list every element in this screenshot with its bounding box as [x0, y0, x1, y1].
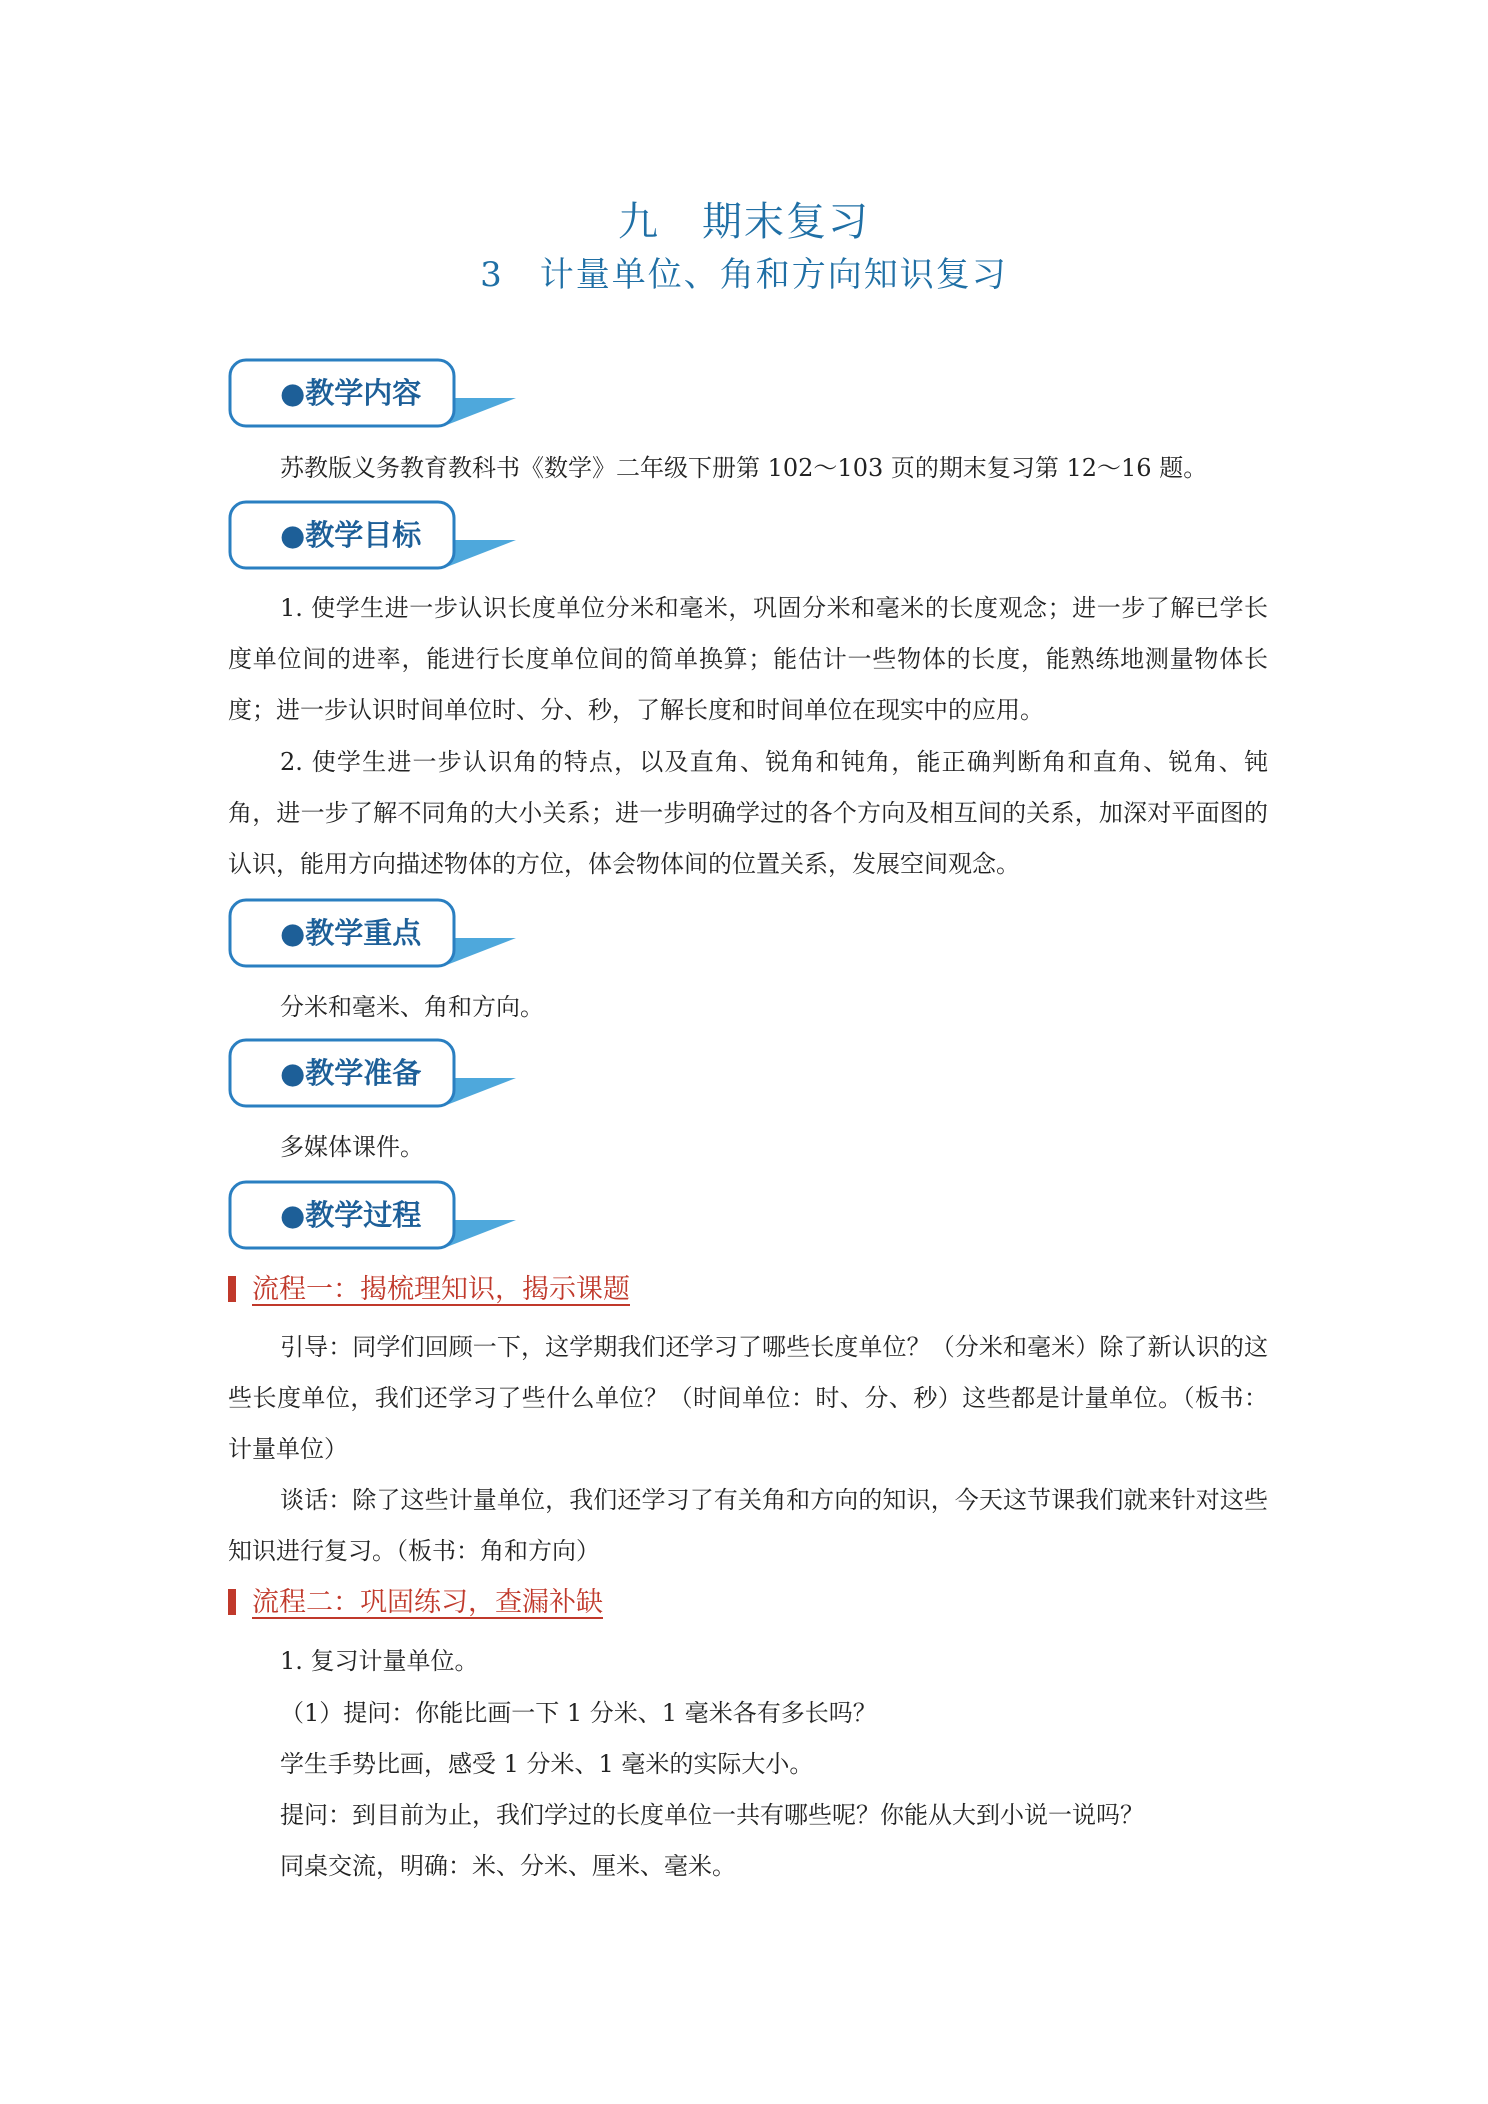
goals-paragraph-1: 1. 使学生进一步认识长度单位分米和毫米，巩固分米和毫米的长度观念；进一步了解已学长度单位间的进率，能进行长度单位间的简单换算；能估计一些物体的长度，能熟练地测量物体长度；进一步认识时间单位时、分、秒，了解长度和时间单位在现实中的应用。: [228, 594, 1268, 724]
flow-marker-bar: [228, 1589, 236, 1615]
flow-1-heading: [228, 1270, 630, 1310]
flow-1-title: 流程一：揭梳理知识，揭示课题: [252, 1274, 630, 1305]
flow-1-paragraph-1: 引导：同学们回顾一下，这学期我们还学习了哪些长度单位？（分米和毫米）除了新认识的这些长度单位，我们还学习了些什么单位？（时间单位：时、分、秒）这些都是计量单位。（板书：计量单位）: [228, 1333, 1268, 1463]
section-label: ●教学过程: [280, 1198, 422, 1232]
flow-2-line: 学生手势比画，感受 1 分米、1 毫米的实际大小。: [280, 1750, 814, 1778]
chapter-title: 九 期末复习: [618, 199, 870, 245]
flow-2-heading: [228, 1583, 603, 1623]
preparation-paragraph: 多媒体课件。: [280, 1133, 424, 1161]
section-label: ●教学内容: [280, 376, 422, 410]
goals-paragraph-2: 2. 使学生进一步认识角的特点，以及直角、锐角和钝角，能正确判断角和直角、锐角、钝角，进一步了解不同角的大小关系；进一步明确学过的各个方向及相互间的关系，加深对平面图的认识，能用方向描述物体的方位，体会物体间的位置关系，发展空间观念。: [228, 748, 1268, 878]
flow-2-line: 提问：到目前为止，我们学过的长度单位一共有哪些呢？你能从大到小说一说吗？: [280, 1801, 1144, 1829]
section-heading-goals: [228, 500, 518, 572]
flow-2-line: 同桌交流，明确：米、分米、厘米、毫米。: [280, 1852, 736, 1880]
flow-2-line: （1）提问：你能比画一下 1 分米、1 毫米各有多长吗？: [280, 1699, 877, 1727]
flow-2-title: 流程二：巩固练习，查漏补缺: [252, 1587, 603, 1618]
section-label: ●教学重点: [280, 916, 422, 950]
lesson-title: 3 计量单位、角和方向知识复习: [480, 255, 1008, 295]
flow-1-paragraph-2: 谈话：除了这些计量单位，我们还学习了有关角和方向的知识，今天这节课我们就来针对这些知识进行复习。（板书：角和方向）: [228, 1486, 1268, 1565]
section-heading-process: [228, 1180, 518, 1252]
section-heading-keypoints: [228, 898, 518, 970]
section-label: ●教学准备: [280, 1056, 422, 1090]
keypoints-paragraph: 分米和毫米、角和方向。: [280, 993, 544, 1021]
flow-2-line: 1. 复习计量单位。: [280, 1647, 479, 1675]
section-heading-preparation: [228, 1038, 518, 1110]
section-heading-content: [228, 358, 518, 430]
flow-marker-bar: [228, 1276, 236, 1302]
section-label: ●教学目标: [280, 518, 422, 552]
content-paragraph: 苏教版义务教育教科书《数学》二年级下册第 102～103 页的期末复习第 12～16 题。: [280, 454, 1208, 482]
